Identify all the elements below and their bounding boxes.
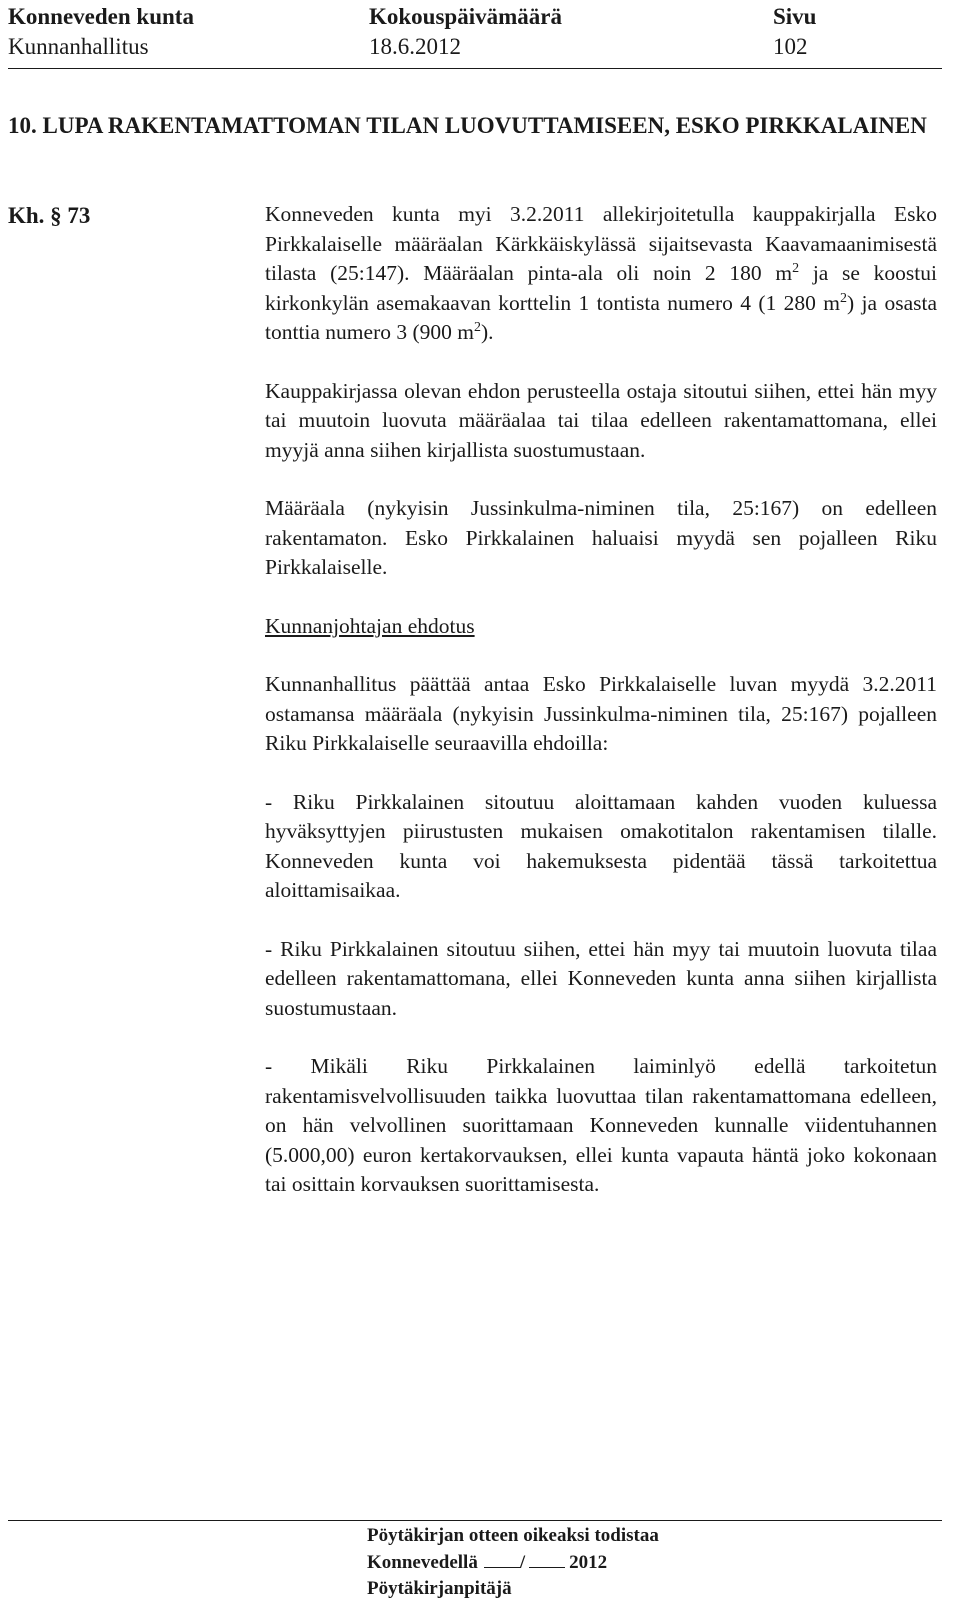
page-label: Sivu — [773, 4, 817, 29]
section-reference: Kh. § 73 — [8, 203, 91, 228]
month-blank — [529, 1549, 565, 1568]
date-value: 18.6.2012 — [369, 34, 461, 59]
org-label: Konneveden kunta — [8, 4, 194, 29]
footer-divider — [8, 1520, 942, 1521]
signer-title: Pöytäkirjanpitäjä — [367, 1578, 512, 1599]
header-divider — [8, 68, 942, 69]
certification-text: Pöytäkirjan otteen oikeaksi todistaa — [367, 1525, 659, 1546]
date-separator: / — [519, 1552, 526, 1573]
bg-text-d: ). — [481, 320, 494, 344]
background-paragraph — [265, 200, 937, 348]
header-page — [773, 2, 816, 62]
decision-paragraph: Kunnanhallitus päättää antaa Esko Pirkkalaiselle luvan myydä 3.2.2011 ostamansa määräala (nykyisin Jussinkulma-niminen tila, 25:167) pojalleen Riku Pirkkalaiselle seuraavilla ehdoilla: — [265, 672, 937, 755]
condition-construction: - Riku Pirkkalainen sitoutuu aloittamaan kahden vuoden kuluessa hyväksyttyjen piirustusten mukaisen omakotitalon rakentamisen tilalle. Konneveden kunta voi hakemuksesta pidentää tässä tarkoitettua aloittamisaikaa. — [265, 789, 937, 902]
certification-place-date — [367, 1549, 659, 1576]
header-meeting-date — [369, 2, 562, 62]
page-number: 102 — [773, 34, 808, 59]
item-title: 10. LUPA RAKENTAMATTOMAN TILAN LUOVUTTAMISEEN, ESKO PIRKKALAINEN — [8, 113, 927, 138]
place: Konnevedellä — [367, 1552, 478, 1573]
bg-text-b: ja se koostui kirkonkylän asemakaavan korttelin 1 tontista numero 4 (1 280 m — [265, 261, 937, 315]
date-label: Kokouspäivämäärä — [369, 4, 562, 29]
day-blank — [484, 1549, 520, 1568]
contract-condition-paragraph: Kauppakirjassa olevan ehdon perusteella ostaja sitoutui siihen, ettei hän myy tai muutoin luovuta määräalaa tai tilaa edelleen rakentamattomana, ellei myyjä anna siihen kirjallista suostumustaan. — [265, 378, 937, 462]
superscript: 2 — [474, 319, 481, 335]
current-status-paragraph: Määräala (nykyisin Jussinkulma-niminen tila, 25:167) on edelleen rakentamaton. Esko Pirkkalainen haluaisi myydä sen pojalleen Riku Pirkkalaiselle. — [265, 496, 937, 579]
document-body — [265, 200, 937, 1229]
org-value: Kunnanhallitus — [8, 34, 149, 59]
bg-text-c: ) ja osasta tonttia numero 3 (900 m — [265, 290, 937, 344]
bg-text-a: Konneveden kunta myi 3.2.2011 allekirjoitetulla kauppakirjalla Esko Pirkkalaiselle määräalan Kärkkäiskylässä sijaitsevasta Kaavamaanimisestä tilasta (25:147). Määräalan pinta-ala oli noin 2 180 m — [265, 202, 937, 285]
certification-footer — [367, 1523, 659, 1602]
condition-penalty: - Mikäli Riku Pirkkalainen laiminlyö edellä tarkoitetun rakentamisvelvollisuuden taikka luovuttaa tilan rakentamattomana edelleen, on hän velvollinen suorittamaan Konneveden kunnalle viidentuhannen (5.000,00) euron kertakorvauksen, ellei kunta vapauta häntä joko kokonaan tai osittain korvauksen suorittamisesta. — [265, 1054, 937, 1196]
proposal-heading: Kunnanjohtajan ehdotus — [265, 613, 475, 638]
superscript: 2 — [840, 290, 848, 306]
year: 2012 — [569, 1552, 608, 1573]
condition-no-resale: - Riku Pirkkalainen sitoutuu siihen, ettei hän myy tai muutoin luovuta tilaa edelleen rakentamattomana, ellei Konneveden kunta anna siihen kirjallista suostumustaan. — [265, 936, 937, 1020]
superscript: 2 — [792, 260, 800, 276]
header-organization — [8, 2, 194, 62]
